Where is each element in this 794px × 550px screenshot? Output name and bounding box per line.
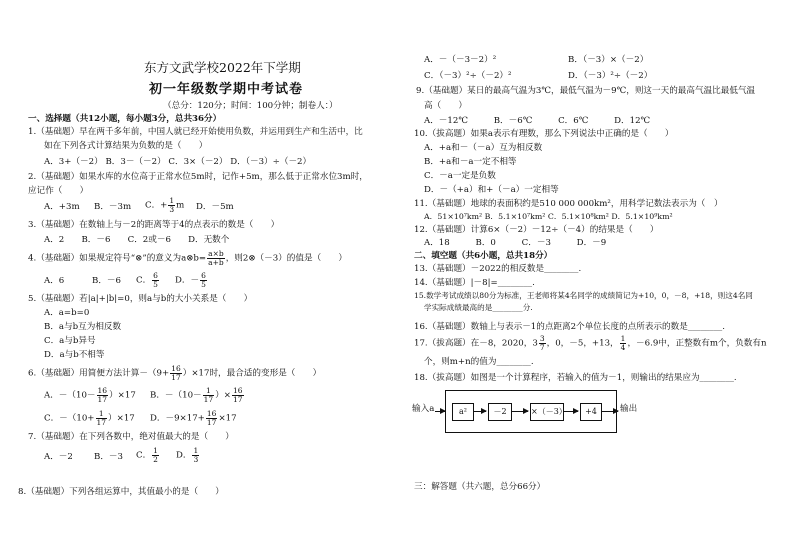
flow-step-square: a² bbox=[452, 403, 474, 421]
q3-line1: 3.（基础题）在数轴上与－2的距离等于4的点表示的数是（ ） bbox=[28, 220, 280, 230]
exam-school-title: 东方文武学校2022年下学期 bbox=[144, 60, 301, 75]
q2-option-a: A．+3m bbox=[44, 202, 80, 212]
q8-option-a: A．－（－3－2）² bbox=[424, 55, 497, 65]
q11-line1: 11.（基础题）地球的表面积约是510 000 000km²，用科学记数法表示为（ ） bbox=[414, 199, 723, 209]
flow-arrow-out bbox=[602, 411, 618, 412]
q6-option-a: A．－（10－ $\frac{16}{17}$ ）×17 bbox=[44, 386, 136, 404]
flow-arrow-1 bbox=[474, 411, 486, 412]
q13: 13.（基础题）－2022的相反数是________. bbox=[414, 264, 582, 274]
q2-option-b: B．－3m bbox=[94, 202, 132, 212]
q7-option-b: B．－3 bbox=[94, 452, 123, 462]
flow-step-plus4: +4 bbox=[580, 403, 602, 421]
q5-option-d: D．a与b不相等 bbox=[44, 350, 105, 360]
q9-line2: 高（ ） bbox=[424, 101, 467, 111]
exam-info: （总分：120分；时间：100分钟；制卷人：） bbox=[163, 101, 338, 111]
q2-option-c: C．+ $\frac{1}{3}$ m bbox=[145, 196, 185, 214]
q10-option-d: D．－（+a）和+（－a）一定相等 bbox=[424, 185, 559, 195]
flow-arrow-in bbox=[435, 411, 445, 412]
q8-option-d: D．（－3）²÷（－2） bbox=[568, 71, 653, 81]
q6-line1: 6.（基础题）用简便方法计算－（9+ $\frac{16}{17}$ ）×17时，最合适的变形是（ ） bbox=[28, 364, 322, 382]
q5-option-a: A．a=b=0 bbox=[44, 308, 90, 318]
q9-options: A．－12℃ B．－6℃ C．6℃ D．12℃ bbox=[424, 116, 651, 126]
q14: 14.（基础题）|－8|=________. bbox=[414, 278, 535, 288]
q4-line1: 4.（基础题）如果规定符号“⊗”的意义为a⊗b= $\frac{a\times b}{a+b}$ ，则2⊗（－3）的值是（ ） bbox=[28, 249, 347, 267]
q7-option-d: D． $\frac{1}{3}$ bbox=[176, 446, 199, 464]
section-1-title: 一、选择题（共12小题，每小题3分，总共36分） bbox=[28, 114, 222, 124]
exam-title: 初一年级数学期中考试卷 bbox=[149, 82, 304, 97]
q15-line2: 学实际成绩最高的是________分. bbox=[424, 303, 533, 312]
q4-option-a: A．6 bbox=[44, 276, 65, 286]
q5-option-c: C．a与b异号 bbox=[44, 336, 96, 346]
q6-option-d: D．－9×17+ $\frac{16}{17}$ ×17 bbox=[150, 409, 237, 427]
q8-option-c: C．（－3）²÷（－2）² bbox=[424, 71, 512, 81]
q10-line1: 10.（拔高题）如果a表示有理数，那么下列说法中正确的是（ ） bbox=[414, 129, 674, 139]
q4-option-b: B．－6 bbox=[92, 276, 121, 286]
q3-options: A．2 B．－6 C．2或－6 D．无数个 bbox=[44, 235, 230, 245]
flow-step-minus2: －2 bbox=[488, 403, 512, 421]
q15-line1: 15.数学考试成绩以80分为标准，王老师将某4名同学的成绩简记为+10，0，－8，+18，则这4名同 bbox=[414, 291, 753, 300]
q7-option-c: C． $\frac{1}{2}$ bbox=[136, 446, 158, 464]
q18: 18.（拔高题）如图是一个计算程序，若输入的值为－1，则输出的结果应为________. bbox=[414, 373, 737, 383]
q5-option-b: B．a与b互为相反数 bbox=[44, 322, 122, 332]
q2-line2: 应记作（ ） bbox=[28, 186, 89, 196]
section-2-title: 二、填空题（共6小题，总共18分） bbox=[414, 251, 553, 261]
q7-option-a: A．－2 bbox=[44, 452, 73, 462]
q4-option-c: C． $\frac{6}{5}$ bbox=[136, 271, 158, 289]
q16: 16.（基础题）数轴上与表示－1的点距离2个单位长度的点所表示的数是________. bbox=[414, 322, 725, 332]
q12-options: A．18 B．0 C．－3 D．－9 bbox=[424, 238, 607, 248]
q8-option-b: B．（－3）×（－2） bbox=[568, 55, 649, 65]
q8-line1: 8.（基础题）下列各组运算中，其值最小的是（ ） bbox=[18, 487, 224, 497]
q1-line2: 如在下列各式计算结果为负数的是（ ） bbox=[44, 141, 208, 151]
q7-line1: 7.（基础题）在下列各数中，绝对值最大的是（ ） bbox=[28, 432, 234, 442]
q6-option-c: C．－（10+ $\frac{1}{17}$ ）×17 bbox=[44, 409, 135, 427]
q17-line1: 17.（拔高题）在－8，2020，3 $\frac{3}{7}$ ，0，－5，+13， $\frac{1}{4}$ ，－6.9中，正整数有m个，负数有n bbox=[414, 334, 767, 352]
q11-options: A．51×10⁷km² B．5.1×10⁷km² C．5.1×10⁸km² D．5.1×10⁹km² bbox=[424, 212, 673, 221]
q1-line1: 1.（基础题）早在两千多年前，中国人就已经开始使用负数，并运用到生产和生活中，比 bbox=[28, 127, 363, 137]
flow-arrow-3 bbox=[564, 411, 578, 412]
flow-input-label: 输入a bbox=[412, 404, 435, 414]
flow-step-times-neg3: ×（－3） bbox=[530, 403, 564, 421]
q4-option-d: D．－ $\frac{6}{5}$ bbox=[175, 271, 206, 289]
q2-line1: 2.（基础题）如果水库的水位高于正常水位5m时，记作+5m，那么低于正常水位3m时， bbox=[28, 172, 368, 182]
q1-options: A．3+（－2） B．3－（－2） C．3×（－2） D．（－3）÷（－2） bbox=[44, 157, 312, 167]
q5-line1: 5.（基础题）若|a|+|b|=0，则a与b的大小关系是（ ） bbox=[28, 294, 253, 304]
q9-line1: 9.（基础题）某日的最高气温为3℃，最低气温为－9℃，则这一天的最高气温比最低气温 bbox=[416, 86, 756, 96]
q12-line1: 12.（基础题）计算6×（－2）－12÷（－4）的结果是（ ） bbox=[414, 225, 659, 235]
section-3-title: 三：解答题（共六题，总分66分） bbox=[414, 482, 546, 492]
q10-option-a: A．+a和－（－a）互为相反数 bbox=[424, 143, 543, 153]
flow-output-label: 输出 bbox=[620, 404, 638, 414]
q17-line2: 个，则m+n的值为________. bbox=[424, 357, 534, 367]
q10-option-c: C．－a一定是负数 bbox=[424, 171, 496, 181]
flow-arrow-2 bbox=[512, 411, 528, 412]
q10-option-b: B．+a和－a一定不相等 bbox=[424, 157, 517, 167]
q2-option-d: D．－5m bbox=[196, 202, 234, 212]
q6-option-b: B．－（10－ $\frac{1}{17}$ ）× $\frac{16}{17}$ bbox=[150, 386, 243, 404]
